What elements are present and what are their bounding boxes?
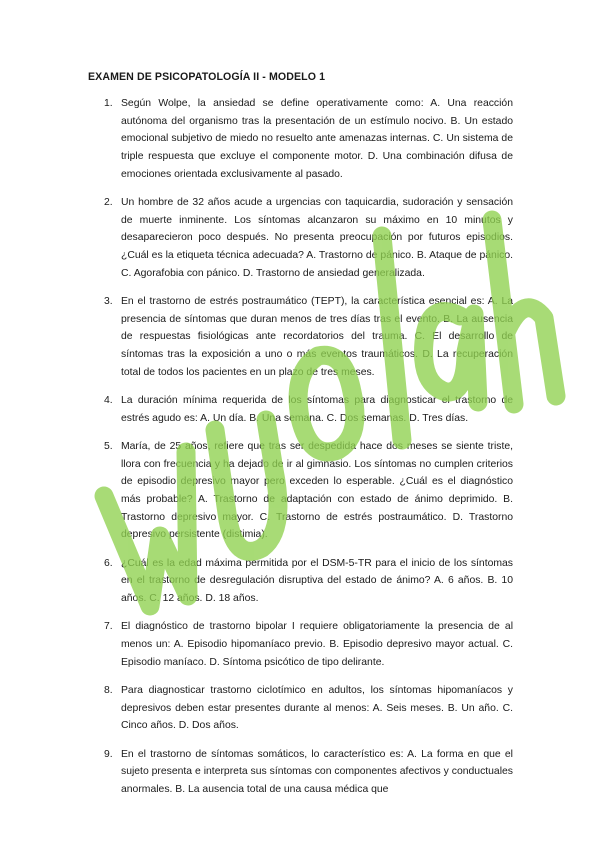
question-number: 5. xyxy=(104,440,113,452)
question-list xyxy=(88,95,513,809)
question-text: El diagnóstico de trastorno bipolar I requiere obligatoriamente la presencia de al menos un: A. Episodio hipomaníaco previo. B. Episodio depresivo mayor actual. C. Episodio maníaco. D. Síntoma psicótico de tipo delirante. xyxy=(121,621,513,668)
question-text: Un hombre de 32 años acude a urgencias con taquicardia, sudoración y sensación de muerte inminente. Los síntomas alcanzaron su máximo en 10 minutos y desaparecieron poco después. No presenta preocupación por futuros episodios. ¿Cuál es la etiqueta técnica adecuada? A. Trastorno de pánico. B. Ataque de pánico. C. Agorafobia con pánico. D. Trastorno de ansiedad generalizada. xyxy=(121,197,513,279)
question-number: 7. xyxy=(104,621,113,633)
question-item xyxy=(88,618,513,671)
question-item xyxy=(88,392,513,427)
question-text: En el trastorno de estrés postraumático (TEPT), la característica esencial es: A. La presencia de síntomas que duran menos de tres días tras el evento. B. La ausencia de respuestas fisiológicas ante recordatorios del trauma. C. El desarrollo de síntomas tras la exposición a uno o más eventos traumáticos. D. La recuperación total de todos los pacientes en un plazo de tres meses. xyxy=(121,296,513,378)
question-text: La duración mínima requerida de los síntomas para diagnosticar el trastorno de estrés agudo es: A. Un día. B. Una semana. C. Dos semanas. D. Tres días. xyxy=(121,395,513,424)
question-text: Según Wolpe, la ansiedad se define operativamente como: A. Una reacción autónoma del organismo tras la presentación de un estímulo nocivo. B. Un estado emocional subjetivo de miedo no resuelto ante amenazas internas. C. Un sistema de triple respuesta que excluye el componente motor. D. Una combinación difusa de emociones orientada exclusivamente al pasado. xyxy=(121,98,513,180)
question-number: 6. xyxy=(104,557,113,569)
question-item xyxy=(88,555,513,608)
question-text: María, de 25 años, refiere que tras ser despedida hace dos meses se siente triste, llora con frecuencia y ha dejado de ir al gimnasio. Los síntomas no cumplen criterios de episodio depresivo mayor pero exceden lo esperable. ¿Cuál es el diagnóstico más probable? A. Trastorno de adaptación con estado de ánimo deprimido. B. Trastorno depresivo mayor. C. Trastorno de estrés postraumático. D. Trastorno depresivo persistente (distimia). xyxy=(121,440,513,541)
question-item xyxy=(88,194,513,283)
question-number: 9. xyxy=(104,748,113,760)
question-item xyxy=(88,293,513,382)
question-text: ¿Cuál es la edad máxima permitida por el DSM-5-TR para el inicio de los síntomas en el trastorno de desregulación disruptiva del estado de ánimo? A. 6 años. B. 10 años. C. 12 años. D. 18 años. xyxy=(121,557,513,605)
question-text: En el trastorno de síntomas somáticos, lo característico es: A. La forma en que el sujeto presenta e interpreta sus síntomas con componentes afectivos y conductuales anormales. B. La ausencia total de una causa médica que xyxy=(121,748,513,795)
question-item xyxy=(88,438,513,544)
question-number: 3. xyxy=(104,296,113,308)
question-text: Para diagnosticar trastorno ciclotímico en adultos, los síntomas hipomaníacos y depresivos deben estar presentes durante al menos: A. Seis meses. B. Un año. C. Cinco años. D. Dos años. xyxy=(121,684,513,732)
question-number: 4. xyxy=(104,395,113,407)
document-title: EXAMEN DE PSICOPATOLOGÍA II - MODELO 1 xyxy=(88,71,326,83)
question-item xyxy=(88,682,513,735)
question-number: 1. xyxy=(104,98,113,109)
question-item xyxy=(88,746,513,799)
question-item xyxy=(88,95,513,184)
question-number: 2. xyxy=(104,197,113,209)
question-number: 8. xyxy=(104,684,113,696)
